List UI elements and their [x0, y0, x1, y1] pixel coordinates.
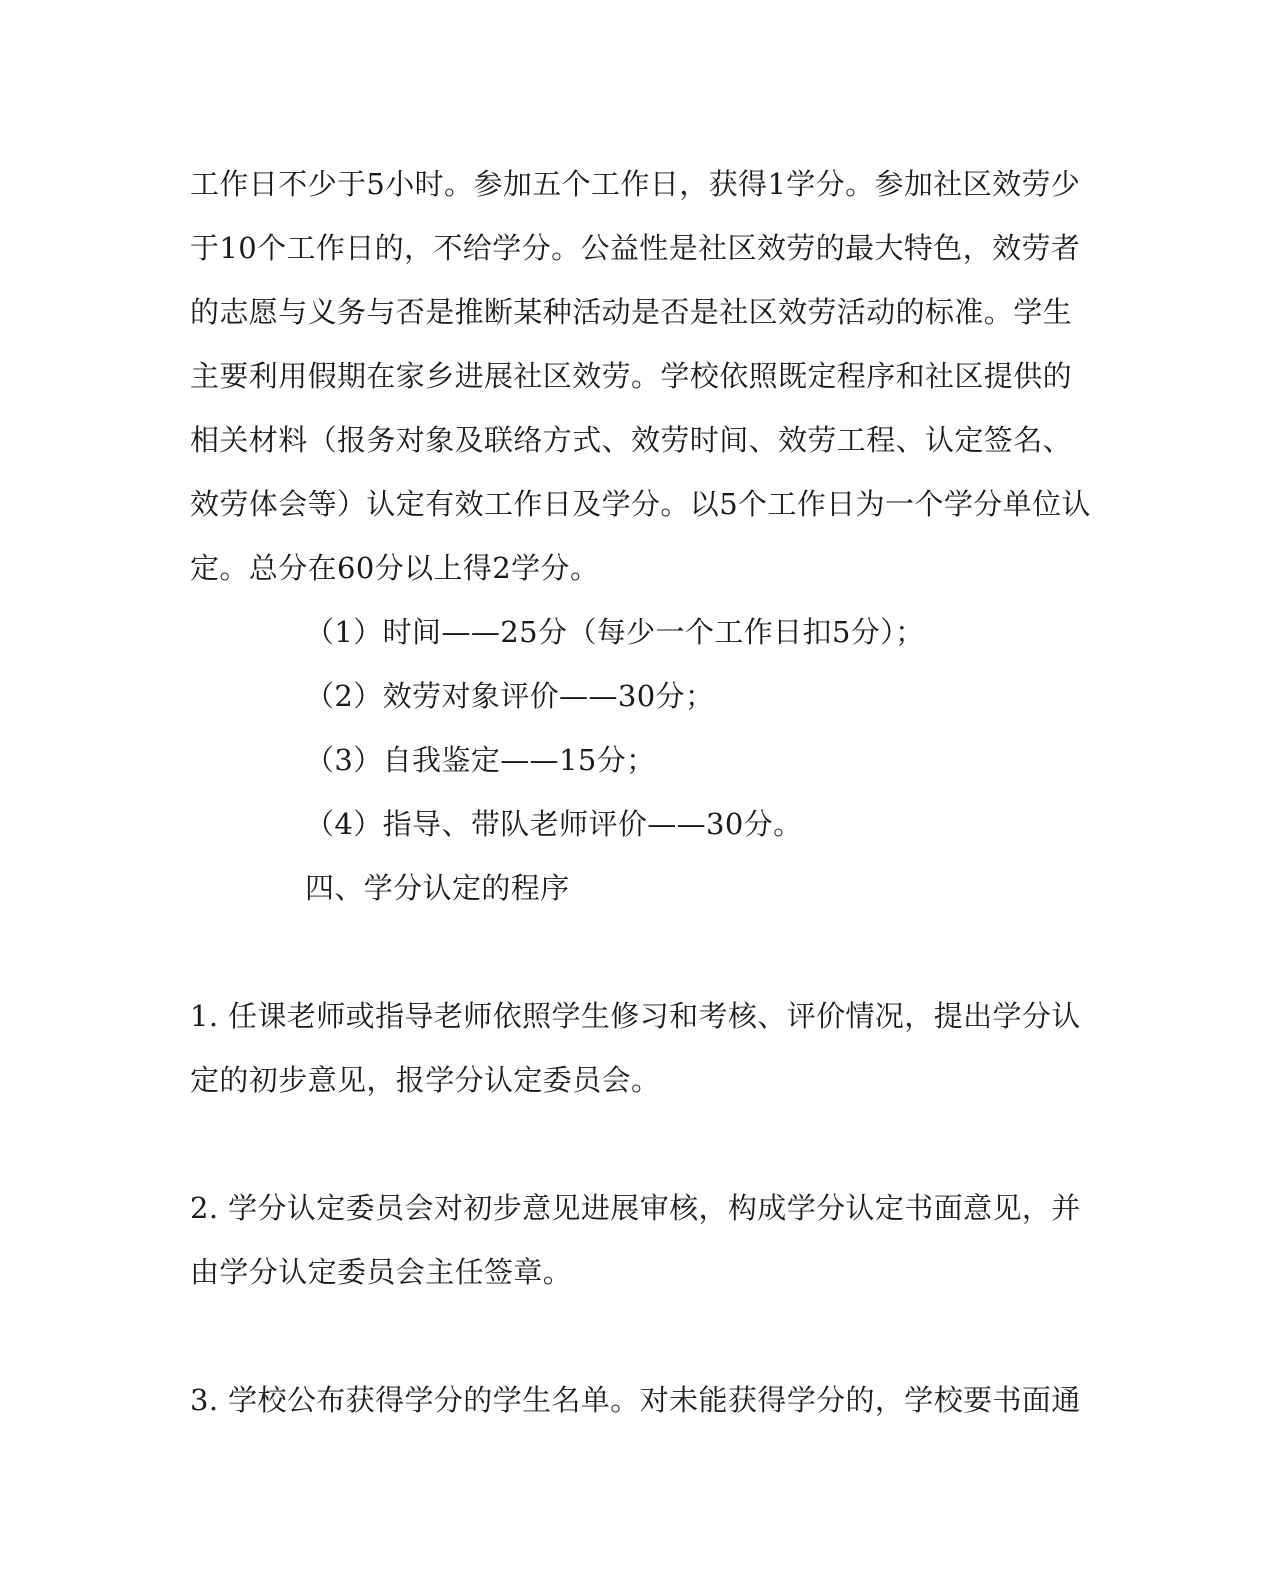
- section-heading: 四、学分认定的程序: [305, 871, 570, 905]
- paragraph-line: 主要利用假期在家乡进展社区效劳。学校依照既定程序和社区提供的: [190, 359, 1073, 393]
- paragraph-line: 工作日不少于5小时。参加五个工作日，获得1学分。参加社区效劳少: [190, 167, 1081, 201]
- procedure-line: 3. 学校公布获得学分的学生名单。对未能获得学分的，学校要书面通: [190, 1383, 1081, 1417]
- paragraph-line: 的志愿与义务与否是推断某种活动是否是社区效劳活动的标准。学生: [190, 295, 1073, 329]
- paragraph-line: 于10个工作日的，不给学分。公益性是社区效劳的最大特色，效劳者: [190, 231, 1081, 265]
- paragraph-line: 相关材料（报务对象及联络方式、效劳时间、效劳工程、认定签名、: [190, 423, 1073, 457]
- paragraph-line: 效劳体会等）认定有效工作日及学分。以5个工作日为一个学分单位认: [190, 487, 1091, 521]
- procedure-line: 由学分认定委员会主任签章。: [190, 1255, 573, 1289]
- score-item: （3）自我鉴定——15分；: [305, 743, 656, 777]
- score-item: （2）效劳对象评价——30分；: [305, 679, 715, 713]
- score-item: （1）时间——25分（每少一个工作日扣5分）；: [305, 615, 925, 649]
- paragraph-line: 定。总分在60分以上得2学分。: [190, 551, 600, 585]
- score-item: （4）指导、带队老师评价——30分。: [305, 807, 803, 841]
- procedure-line: 2. 学分认定委员会对初步意见进展审核，构成学分认定书面意见，并: [190, 1191, 1081, 1225]
- procedure-line: 1. 任课老师或指导老师依照学生修习和考核、评价情况，提出学分认: [190, 999, 1081, 1033]
- procedure-line: 定的初步意见，报学分认定委员会。: [190, 1063, 661, 1097]
